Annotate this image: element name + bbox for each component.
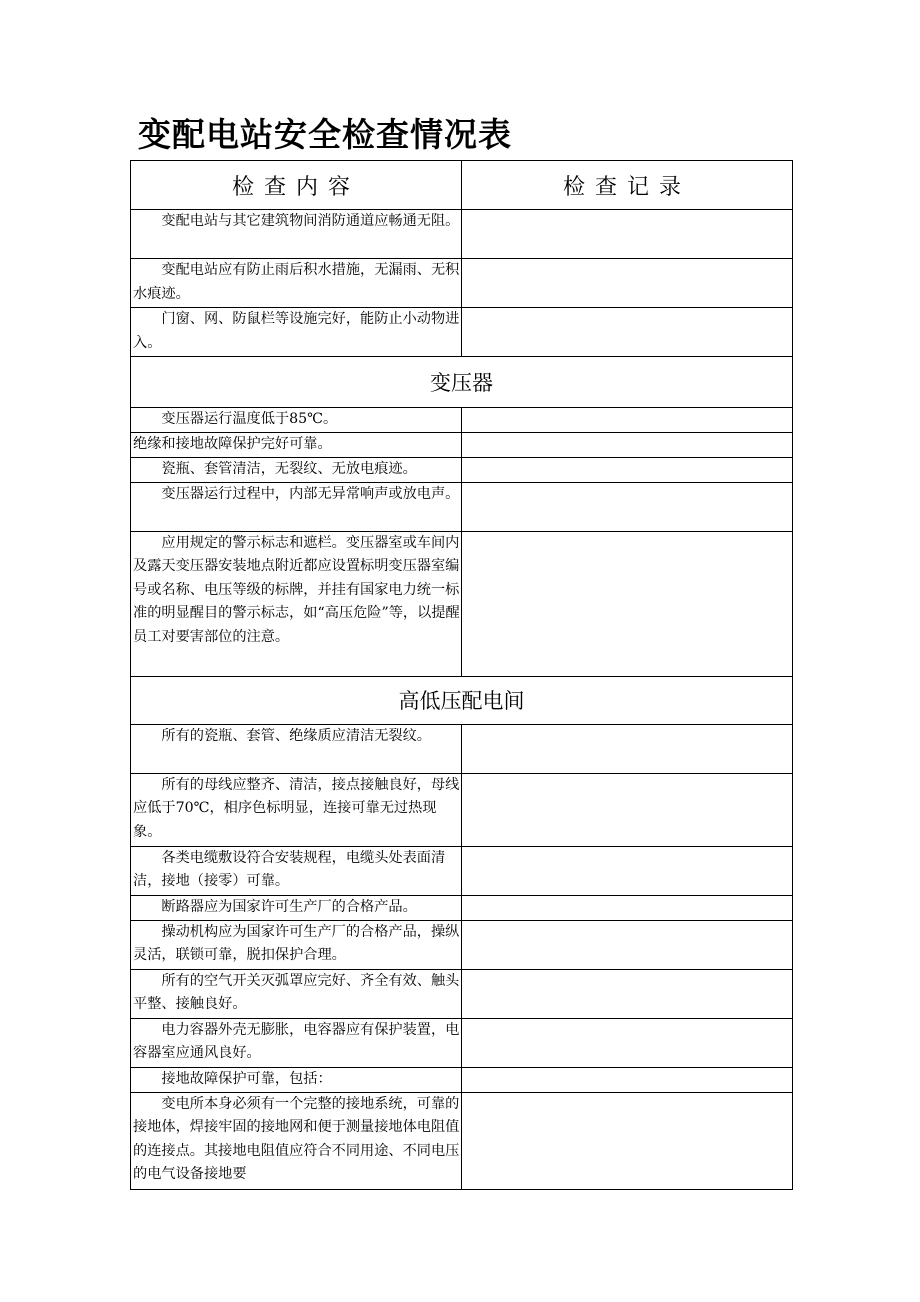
record-cell[interactable] <box>462 895 793 920</box>
section-row-distribution <box>131 676 793 724</box>
record-cell[interactable] <box>462 482 793 531</box>
check-item: 变配电站与其它建筑物间消防通道应畅通无阻。 <box>131 210 462 259</box>
section-title-distribution: 高低压配电间 <box>131 676 793 724</box>
table-row <box>131 482 793 531</box>
check-item: 变电所本身必须有一个完整的接地系统，可靠的接地体，焊接牢固的接地网和便于测量接地体电阻值的连接点。其接地电阻值应符合不同用途、不同电压的电气设备接地要 <box>131 1092 462 1189</box>
table-row <box>131 1067 793 1092</box>
check-item: 瓷瓶、套管清洁，无裂纹、无放电痕迹。 <box>131 457 462 482</box>
table-row <box>131 846 793 895</box>
record-cell[interactable] <box>462 432 793 457</box>
table-row <box>131 457 793 482</box>
table-row <box>131 308 793 357</box>
record-cell[interactable] <box>462 724 793 773</box>
check-item: 变压器运行温度低于85℃。 <box>131 408 462 433</box>
record-cell[interactable] <box>462 846 793 895</box>
check-item: 电力容器外壳无膨胀，电容器应有保护装置，电容器室应通风良好。 <box>131 1018 462 1067</box>
check-item: 所有的空气开关灭弧罩应完好、齐全有效、触头平整、接触良好。 <box>131 969 462 1018</box>
record-cell[interactable] <box>462 531 793 676</box>
check-item: 所有的母线应整齐、清洁，接点接触良好，母线应低于70℃，相序色标明显，连接可靠无过热现象。 <box>131 773 462 846</box>
record-cell[interactable] <box>462 1092 793 1189</box>
check-item: 变压器运行过程中，内部无异常响声或放电声。 <box>131 482 462 531</box>
table-row <box>131 1092 793 1189</box>
table-row <box>131 432 793 457</box>
table-row <box>131 531 793 676</box>
table-row <box>131 969 793 1018</box>
check-item: 绝缘和接地故障保护完好可靠。 <box>131 432 462 457</box>
record-cell[interactable] <box>462 408 793 433</box>
page-title: 变配电站安全检查情况表 <box>138 115 512 154</box>
table-row <box>131 1018 793 1067</box>
table-row <box>131 259 793 308</box>
table-row <box>131 408 793 433</box>
record-cell[interactable] <box>462 773 793 846</box>
record-cell[interactable] <box>462 210 793 259</box>
record-cell[interactable] <box>462 969 793 1018</box>
check-item: 接地故障保护可靠，包括： <box>131 1067 462 1092</box>
inspection-table <box>130 160 793 1190</box>
header-check-record: 检查记录 <box>462 161 793 210</box>
record-cell[interactable] <box>462 920 793 969</box>
check-item: 所有的瓷瓶、套管、绝缘质应清洁无裂纹。 <box>131 724 462 773</box>
record-cell[interactable] <box>462 259 793 308</box>
record-cell[interactable] <box>462 1018 793 1067</box>
table-row <box>131 895 793 920</box>
check-item: 门窗、网、防鼠栏等设施完好，能防止小动物进入。 <box>131 308 462 357</box>
header-check-content: 检查内容 <box>131 161 462 210</box>
table-row <box>131 210 793 259</box>
record-cell[interactable] <box>462 457 793 482</box>
table-header-row <box>131 161 793 210</box>
table-row <box>131 724 793 773</box>
check-item: 变配电站应有防止雨后积水措施，无漏雨、无积水痕迹。 <box>131 259 462 308</box>
record-cell[interactable] <box>462 1067 793 1092</box>
check-item: 断路器应为国家许可生产厂的合格产品。 <box>131 895 462 920</box>
section-row-transformer <box>131 357 793 408</box>
check-item: 应用规定的警示标志和遮栏。变压器室或车间内及露天变压器安装地点附近都应设置标明变压器室编号或名称、电压等级的标牌，并挂有国家电力统一标准的明显醒目的警示标志，如“高压危险”等，以提醒员工对要害部位的注意。 <box>131 531 462 676</box>
check-item: 各类电缆敷设符合安装规程，电缆头处表面清洁，接地（接零）可靠。 <box>131 846 462 895</box>
table-row <box>131 773 793 846</box>
table-row <box>131 920 793 969</box>
check-item: 操动机构应为国家许可生产厂的合格产品，操纵灵活，联锁可靠，脱扣保护合理。 <box>131 920 462 969</box>
section-title-transformer: 变压器 <box>131 357 793 408</box>
record-cell[interactable] <box>462 308 793 357</box>
